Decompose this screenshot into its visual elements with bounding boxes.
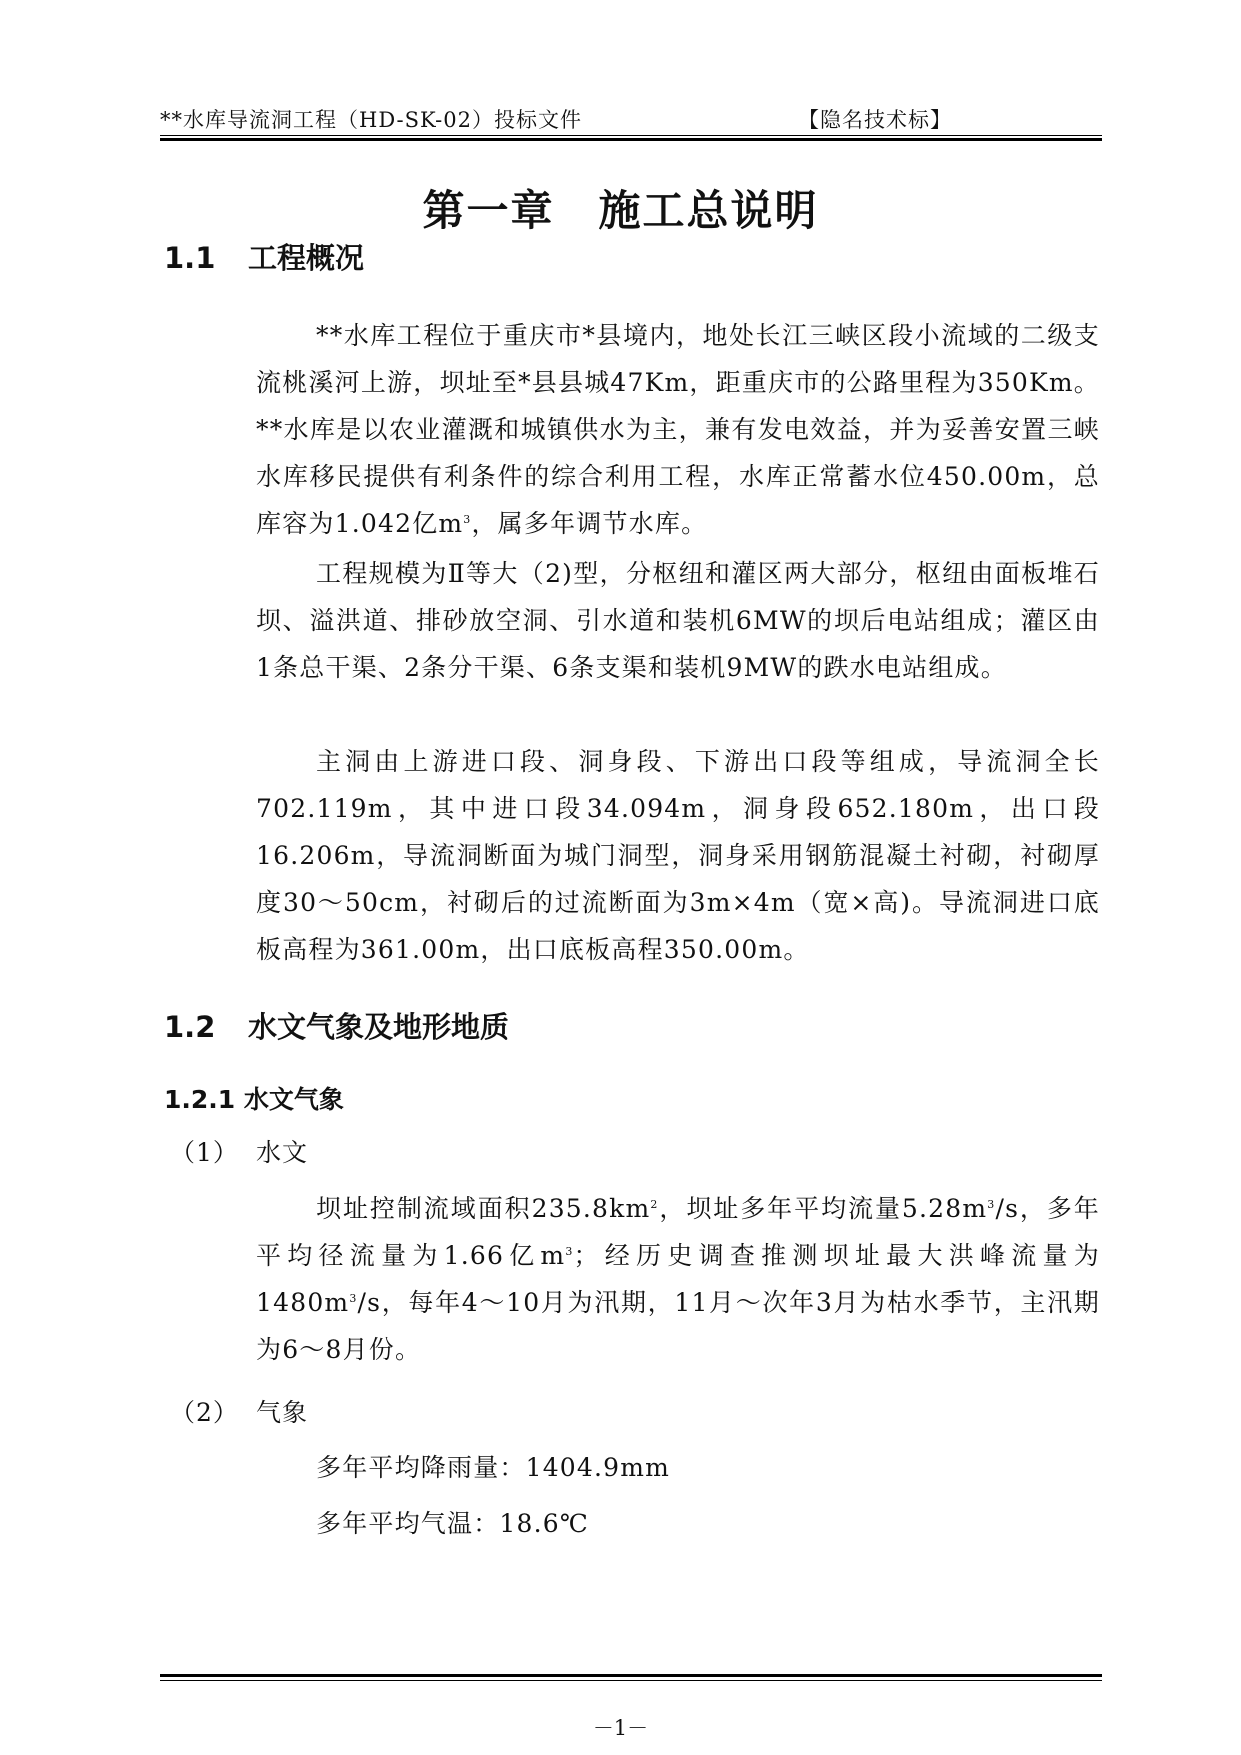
header-document-title: **水库导流洞工程（HD-SK-02）投标文件 xyxy=(160,108,582,132)
footer-rule-thin xyxy=(160,1680,1102,1681)
section-title: 水文气象及地形地质 xyxy=(248,1010,510,1044)
chapter-title: 第一章 施工总说明 xyxy=(422,186,819,235)
subsection-heading-1-2-1: 1.2.1 水文气象 xyxy=(164,1085,344,1114)
section-number: 1.2 xyxy=(164,1010,216,1044)
annual-rainfall: 多年平均降雨量：1404.9mm xyxy=(316,1453,671,1482)
page-header xyxy=(160,100,1102,136)
paragraph-overview-2: 工程规模为Ⅱ等大（2)型，分枢纽和灌区两大部分，枢纽由面板堆石坝、溢洪道、排砂放空洞、引水道和装机6MW的坝后电站组成；灌区由1条总干渠、2条分干渠、6条支渠和装机9MW的跌水电站组成。 xyxy=(256,559,1100,682)
annual-temperature: 多年平均气温：18.6℃ xyxy=(316,1509,590,1538)
section-number: 1.1 xyxy=(164,241,216,275)
page-number: －1－ xyxy=(592,1716,649,1740)
paragraph-overview-1: **水库工程位于重庆市*县境内，地处长江三峡区段小流域的二级支流桃溪河上游，坝址至*县县城47Km，距重庆市的公路里程为350Km。**水库是以农业灌溉和城镇供水为主，兼有发电效益，并为妥善安置三峡水库移民提供有利条件的综合利用工程，水库正常蓄水位450.00m，总库容为1.042亿$m^3$，属多年调节水库。 xyxy=(256,321,1100,538)
section-heading-1-2 xyxy=(164,1005,509,1046)
paragraph-overview-3: 主洞由上游进口段、洞身段、下游出口段等组成，导流洞全长702.119m，其中进口段34.094m，洞身段652.180m，出口段16.206m，导流洞断面为城门洞型，洞身采用钢筋混凝土衬砌，衬砌厚度30～50cm，衬砌后的过流断面为3m×4m（宽×高)。导流洞进口底板高程为361.00m，出口底板高程350.00m。 xyxy=(256,747,1100,964)
list-item-hydrology xyxy=(170,1133,308,1169)
header-rule-thin xyxy=(160,135,1102,136)
paragraph-hydrology: 坝址控制流域面积$235.8km^2$，坝址多年平均流量$5.28m^3/s$，多年平均径流量为1.66亿$m^3$；经历史调查推测坝址最大洪峰流量为$1480m^3/s$，每年4～10月为汛期，11月～次年3月为枯水季节，主汛期为6～8月份。 xyxy=(256,1194,1100,1364)
list-item-label: （1） xyxy=(170,1138,239,1167)
footer-rule-thick xyxy=(160,1674,1102,1677)
section-heading-1-1 xyxy=(164,236,364,277)
header-rule-thick xyxy=(160,138,1102,141)
list-item-meteorology xyxy=(170,1393,308,1429)
list-item-title: 气象 xyxy=(256,1398,309,1427)
list-item-label: （2） xyxy=(170,1398,239,1427)
list-item-title: 水文 xyxy=(256,1138,309,1167)
section-title: 工程概况 xyxy=(248,241,365,275)
header-tag: 【隐名技术标】 xyxy=(798,108,952,132)
